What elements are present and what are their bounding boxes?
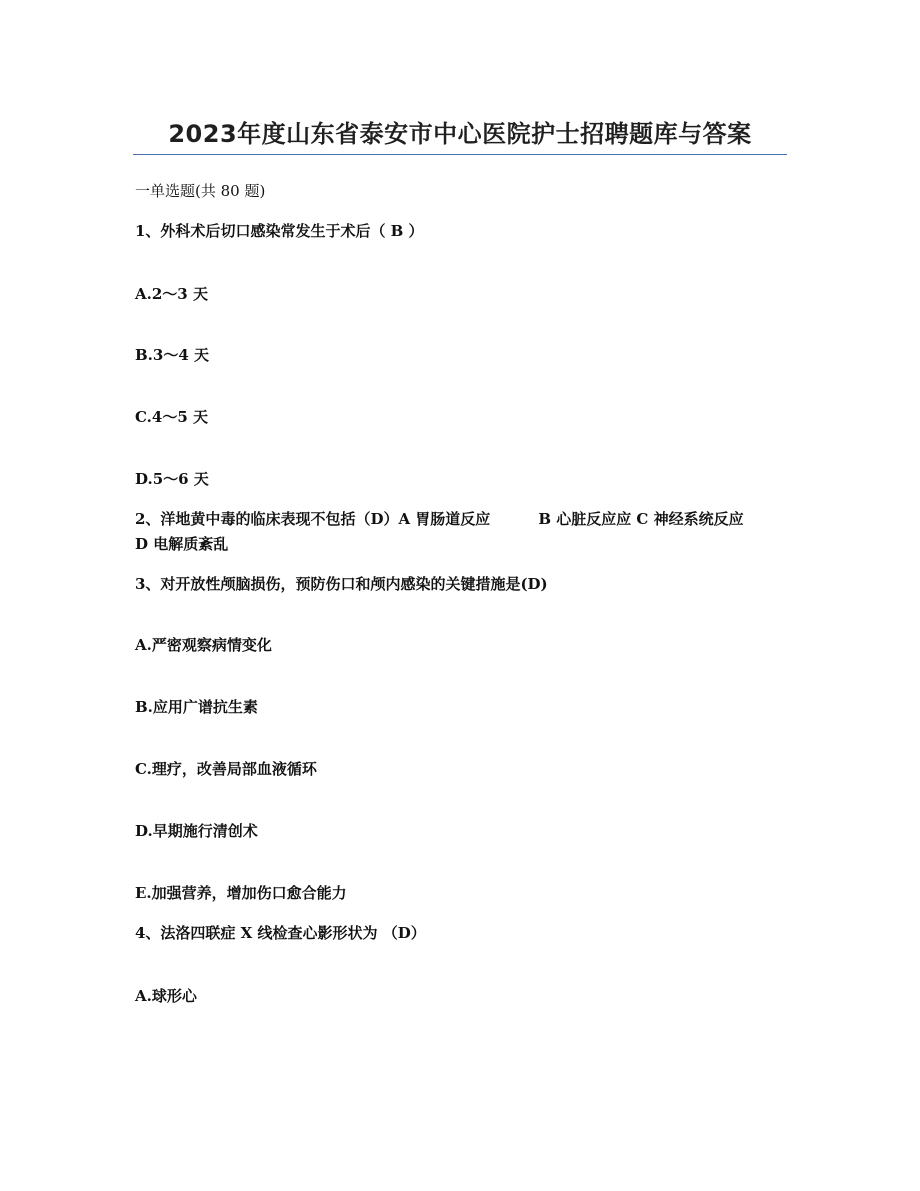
question-2-part-2: B 心脏反应应 C 神经系统反应 [538, 510, 744, 528]
question-4: 4、法洛四联症 X 线检查心影形状为 （D） [135, 924, 426, 942]
question-3-option-c: C.理疗，改善局部血液循环 [135, 760, 317, 778]
question-1-option-c: C.4～5 天 [135, 408, 208, 426]
question-2-part-1: 2、洋地黄中毒的临床表现不包括（D）A 胃肠道反应 [135, 510, 491, 528]
question-3-option-d: D.早期施行清创术 [135, 822, 258, 840]
question-4-option-a: A.球形心 [135, 987, 197, 1005]
section-heading: 一单选题(共 80 题) [135, 182, 266, 200]
page-title: 2023年度山东省泰安市中心医院护士招聘题库与答案 [168, 120, 752, 148]
question-3-option-a: A.严密观察病情变化 [135, 636, 272, 654]
question-3-option-e: E.加强营养，增加伤口愈合能力 [135, 884, 347, 902]
title-divider [133, 154, 787, 155]
question-1-option-d: D.5～6 天 [135, 470, 209, 488]
question-3-option-b: B.应用广谱抗生素 [135, 698, 258, 716]
question-3: 3、对开放性颅脑损伤，预防伤口和颅内感染的关键措施是(D) [135, 575, 548, 593]
question-1-option-a: A.2～3 天 [135, 285, 208, 303]
question-1: 1、外科术后切口感染常发生于术后（ B ） [135, 222, 424, 240]
question-1-option-b: B.3～4 天 [135, 346, 209, 364]
question-2 [135, 508, 744, 530]
question-2-line-2: D 电解质紊乱 [135, 535, 229, 553]
